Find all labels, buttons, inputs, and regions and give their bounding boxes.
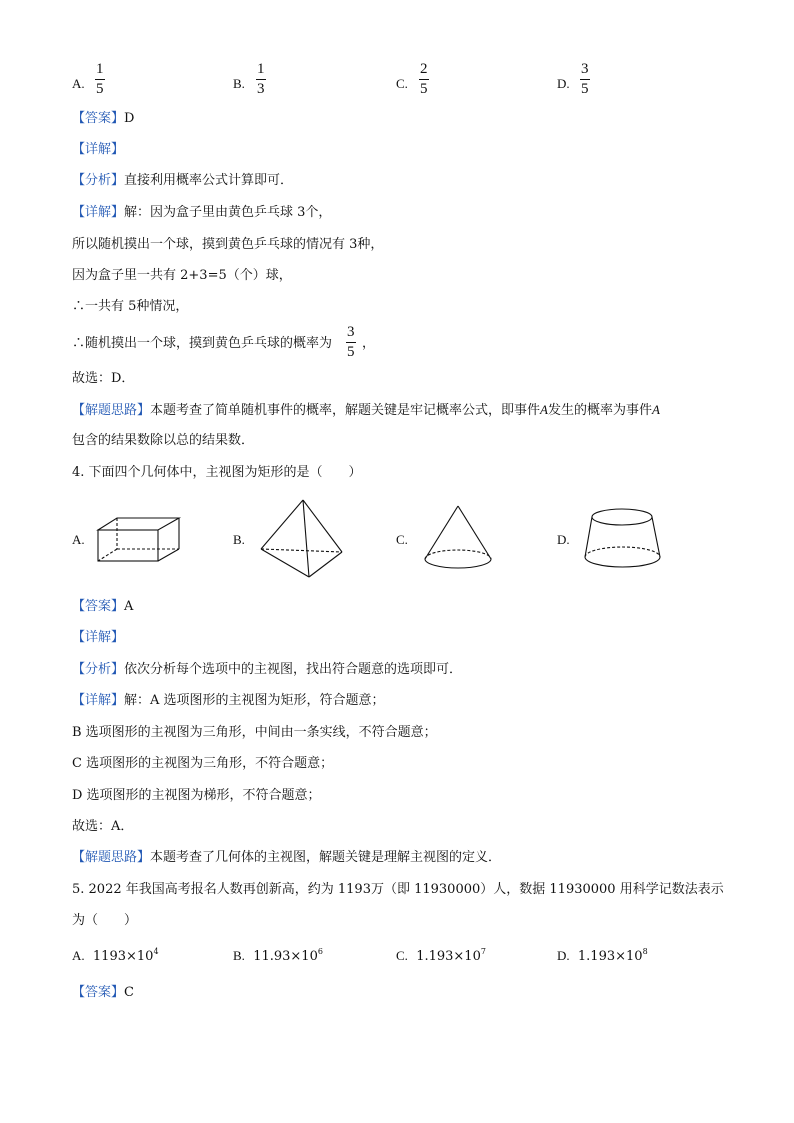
option-letter: B.	[233, 948, 245, 963]
q3-option-c-fraction	[419, 62, 429, 97]
idea-text-cont: 发生的概率为事件	[547, 403, 652, 418]
variable-a: A	[652, 402, 660, 417]
idea-tag: 【解题思路】	[72, 850, 151, 865]
cuboid-figure	[95, 515, 185, 565]
solution-text: 解：因为盒子里由黄色乒乓球 3个，	[124, 205, 332, 220]
probability-text: ∴随机摸出一个球，摸到黄色乒乓球的概率为	[72, 336, 333, 351]
q4-option-c-letter: C.	[396, 532, 408, 547]
q5-option-d	[557, 948, 648, 965]
fraction-numerator: 1	[96, 61, 104, 77]
option-letter: D.	[557, 948, 570, 963]
q5-option-a	[72, 948, 159, 965]
option-value: 1.193×10	[577, 949, 643, 964]
q4-solution-line-3: C 选项图形的主视图为三角形，不符合题意；	[72, 756, 334, 771]
option-exponent: 8	[642, 947, 648, 956]
q3-solution-line-1	[72, 205, 331, 221]
q3-probability-fraction	[346, 325, 356, 360]
q4-option-b-letter: B.	[233, 532, 245, 547]
solution-tag: 【详解】	[72, 693, 125, 708]
q3-option-b-letter: B.	[233, 76, 245, 91]
analysis-tag: 【分析】	[72, 662, 125, 677]
q4-stem: 4. 下面四个几何体中，主视图为矩形的是（ ）	[72, 465, 362, 480]
q4-option-a-letter: A.	[72, 532, 85, 547]
q3-option-b-fraction	[256, 62, 266, 97]
solution-text: 解：A 选项图形的主视图为矩形，符合题意；	[124, 693, 385, 708]
pyramid-figure	[257, 497, 347, 581]
q3-solution-line-2: 所以随机摸出一个球，摸到黄色乒乓球的情况有 3种，	[72, 237, 384, 252]
q4-solution-line-2: B 选项图形的主视图为三角形，中间由一条实线，不符合题意；	[72, 725, 437, 740]
answer-value: C	[124, 985, 134, 1000]
option-value: 11.93×10	[253, 949, 318, 964]
option-exponent: 4	[153, 947, 159, 956]
option-value: 1.193×10	[416, 949, 481, 964]
analysis-text: 直接利用概率公式计算即可．	[124, 173, 294, 188]
cone-figure	[421, 503, 495, 571]
idea-text: 本题考查了简单随机事件的概率，解题关键是牢记概率公式，即事件	[150, 403, 541, 418]
answer-value: A	[124, 599, 134, 614]
q3-option-d-letter: D.	[557, 76, 570, 91]
q5-stem-line-2: 为（ ）	[72, 913, 138, 928]
q3-choose: 故选：D．	[72, 371, 135, 386]
fraction-denominator: 5	[96, 81, 104, 97]
option-exponent: 6	[317, 947, 323, 956]
fraction-denominator: 5	[420, 81, 428, 97]
option-letter: C.	[396, 948, 408, 963]
answer-value: D	[124, 111, 135, 126]
fraction-denominator: 5	[347, 344, 355, 360]
q3-probability-comma: ，	[362, 336, 376, 351]
fraction-numerator: 1	[257, 61, 265, 77]
q3-answer	[72, 111, 134, 127]
option-exponent: 7	[480, 947, 486, 956]
q4-detail-heading: 【详解】	[72, 630, 125, 645]
q3-option-a-letter: A.	[72, 76, 85, 91]
fraction-denominator: 3	[257, 81, 265, 97]
analysis-text: 依次分析每个选项中的主视图，找出符合题意的选项即可．	[124, 662, 463, 677]
q3-probability-line	[72, 336, 332, 352]
option-letter: A.	[72, 948, 85, 963]
idea-text: 本题考查了几何体的主视图，解题关键是理解主视图的定义．	[150, 850, 502, 865]
q3-option-d-fraction	[580, 62, 590, 97]
q5-answer	[72, 985, 134, 1001]
q4-solution-line-4: D 选项图形的主视图为梯形，不符合题意；	[72, 788, 321, 803]
q3-solution-line-3: 因为盒子里一共有 2+3=5（个）球，	[72, 268, 292, 283]
fraction-numerator: 3	[581, 61, 589, 77]
q3-detail-heading: 【详解】	[72, 142, 125, 157]
solution-tag: 【详解】	[72, 205, 125, 220]
q4-answer	[72, 599, 133, 615]
answer-tag: 【答案】	[72, 599, 125, 614]
q5-option-c	[396, 948, 486, 965]
variable-a: A	[540, 402, 548, 417]
q3-analysis	[72, 173, 293, 189]
q3-idea-line-1	[72, 402, 660, 419]
fraction-numerator: 3	[347, 324, 355, 340]
q5-stem-line-1: 5. 2022 年我国高考报名人数再创新高，约为 1193万（即 11930000）人，数据 11930000 用科学记数法表示	[72, 882, 724, 897]
q5-option-b	[233, 948, 323, 965]
frustum-figure	[581, 505, 665, 571]
answer-tag: 【答案】	[72, 985, 125, 1000]
q3-option-c-letter: C.	[396, 76, 408, 91]
q3-solution-line-4: ∴一共有 5种情况，	[72, 299, 189, 314]
q3-option-a-fraction	[95, 62, 105, 97]
q4-analysis	[72, 662, 462, 678]
q4-solution-line-1	[72, 693, 385, 709]
idea-tag: 【解题思路】	[72, 403, 151, 418]
q4-idea	[72, 850, 501, 866]
answer-tag: 【答案】	[72, 111, 125, 126]
fraction-numerator: 2	[420, 61, 428, 77]
q4-option-d-letter: D.	[557, 532, 570, 547]
q3-idea-line-2: 包含的结果数除以总的结果数．	[72, 433, 255, 448]
option-value: 1193×10	[92, 949, 154, 964]
q4-choose: 故选：A．	[72, 819, 134, 834]
fraction-denominator: 5	[581, 81, 589, 97]
analysis-tag: 【分析】	[72, 173, 125, 188]
